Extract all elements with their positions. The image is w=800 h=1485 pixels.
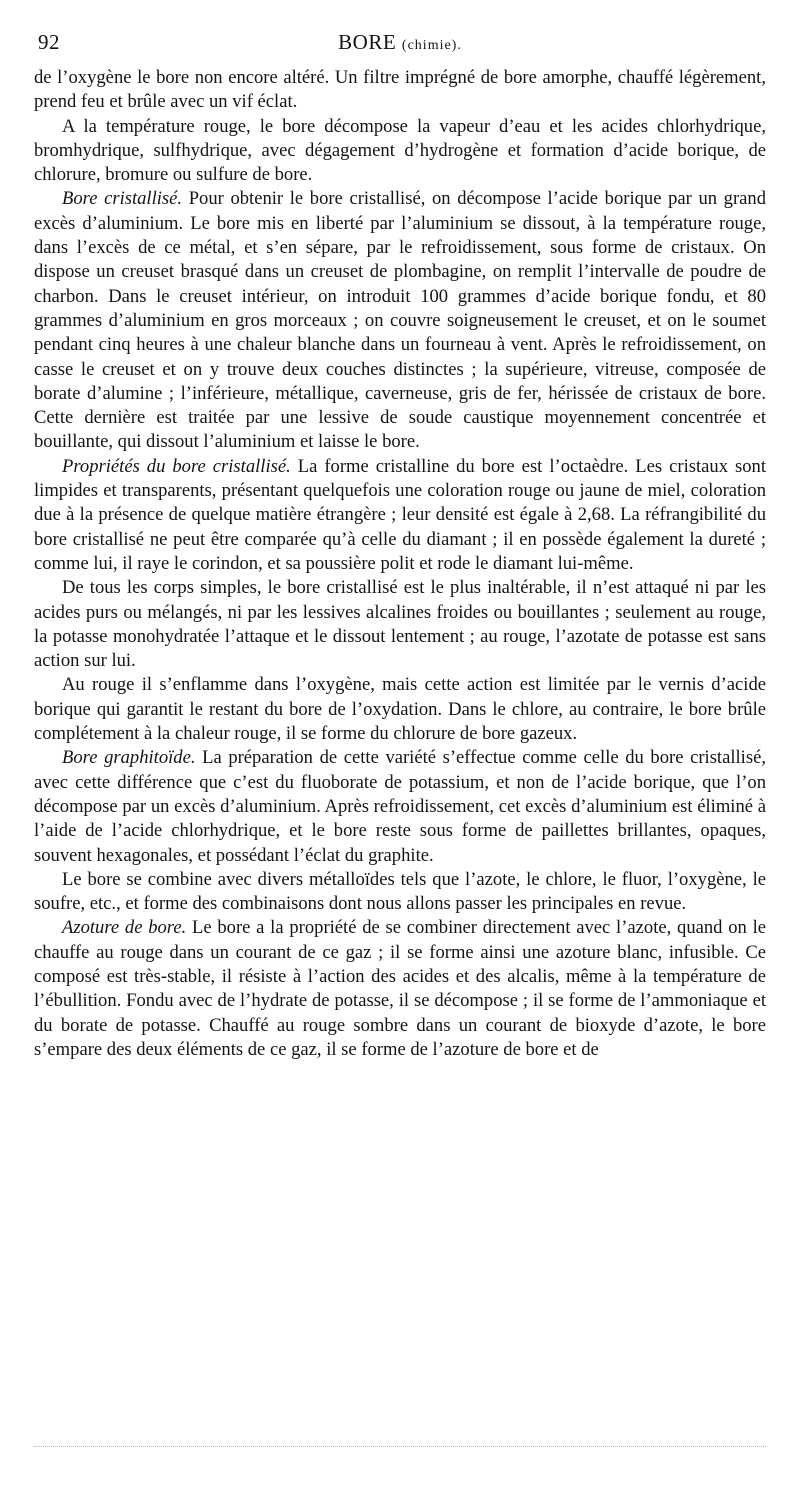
running-title-sub: (chimie). bbox=[401, 38, 462, 53]
paragraph-lead: Bore cristallisé. bbox=[62, 188, 183, 210]
page-number: 92 bbox=[38, 30, 60, 54]
paragraph bbox=[34, 576, 766, 673]
paragraph bbox=[34, 868, 766, 917]
running-title bbox=[34, 30, 766, 55]
paragraph bbox=[34, 746, 766, 867]
footer-dotted-rule bbox=[34, 1446, 766, 1447]
running-title-main: BORE bbox=[338, 30, 397, 54]
paragraph-text: A la température rouge, le bore décompose la vapeur d’eau et les acides chlorhydrique, bromhydrique, sulfhydrique, avec dégagement d’hydrogène et formation d’acide borique, de chlorure, bromure ou sulfure de bore. bbox=[34, 115, 766, 186]
paragraph-text: Le bore se combine avec divers métalloïdes tels que l’azote, le chlore, le fluor, l’oxygène, le soufre, etc., et forme des combinaisons dont nous allons passer les principales en revue. bbox=[34, 868, 766, 915]
paragraph-text: La préparation de cette variété s’effectue comme celle du bore cristallisé, avec cette différence que c’est du fluoborate de potassium, et non de l’acide borique, que l’on décompose par un excès d’aluminium. Après refroidissement, cet excès d’aluminium est éliminé à l’aide de l’acide chlorhydrique, et le bore reste sous forme de paillettes brillantes, opaques, souvent hexagonales, et possédant l’éclat du graphite. bbox=[34, 747, 766, 866]
paragraph-lead: Bore graphitoïde. bbox=[62, 747, 196, 769]
paragraph bbox=[34, 673, 766, 746]
paragraph-lead: Propriétés du bore cristallisé. bbox=[62, 455, 291, 477]
running-header bbox=[34, 30, 766, 60]
paragraph-text: Au rouge il s’enflamme dans l’oxygène, mais cette action est limitée par le vernis d’acide borique qui garantit le restant du bore de l’oxydation. Dans le chlore, au contraire, le bore brûle complétement à la chaleur rouge, il se forme du chlorure de bore gazeux. bbox=[34, 674, 766, 745]
paragraph bbox=[34, 66, 766, 115]
paragraph-text: De tous les corps simples, le bore cristallisé est le plus inaltérable, il n’est attaqué ni par les acides purs ou mélangés, ni par les lessives alcalines froides ou bouillantes ; seulement au rouge, la potasse monohydratée l’attaque et le dissout lentement ; au rouge, l’azotate de potasse est sans action sur lui. bbox=[34, 577, 766, 672]
body-text bbox=[34, 66, 766, 1062]
paragraph-text: Le bore a la propriété de se combiner directement avec l’azote, quand on le chauffe au rouge dans un courant de ce gaz ; il se forme ainsi une azoture blanc, infusible. Ce composé est très-stable, il résiste à l’action des acides et des alcalis, même à la température de l’ébullition. Fondu avec de l’hydrate de potasse, il se décompose ; il se forme de l’ammoniaque et du borate de potasse. Chauffé au rouge sombre dans un courant de bioxyde d’azote, le bore s’empare des deux éléments de ce gaz, il se forme de l’azoture de bore et de bbox=[34, 917, 767, 1060]
paragraph-text: de l’oxygène le bore non encore altéré. Un filtre imprégné de bore amorphe, chauffé légèrement, prend feu et brûle avec un vif éclat. bbox=[34, 67, 766, 113]
paragraph-lead: Azoture de bore. bbox=[62, 917, 187, 939]
paragraph bbox=[34, 916, 766, 1062]
paragraph-text: Pour obtenir le bore cristallisé, on décompose l’acide borique par un grand excès d’aluminium. Le bore mis en liberté par l’aluminium se dissout, à la température rouge, dans l’excès de ce métal, et s’en sépare, par le refroidissement, sous forme de cristaux. On dispose un creuset brasqué dans un creuset de plombagine, on remplit l’intervalle de poudre de charbon. Dans le creuset intérieur, on introduit 100 grammes d’acide borique fondu, et 80 grammes d’aluminium en gros morceaux ; on couvre soigneusement le creuset, et on le soumet pendant cinq heures à une chaleur blanche dans un fourneau à vent. Après le refroidissement, on casse le creuset et on y trouve deux couches distinctes ; la supérieure, vitreuse, composée de borate d’alumine ; l’inférieure, métallique, caverneuse, gris de fer, hérissée de cristaux de bore. Cette dernière est traitée par une lessive de soude caustique moyennement concentrée et bouillante, qui dissout l’aluminium et laisse le bore. bbox=[34, 188, 767, 453]
paragraph bbox=[34, 115, 766, 188]
paragraph bbox=[34, 187, 766, 454]
paragraph-text: La forme cristalline du bore est l’octaèdre. Les cristaux sont limpides et transparents, présentant quelquefois une coloration rouge ou jaune de miel, coloration due à la présence de quelque matière étrangère ; leur densité est égale à 2,68. La réfrangibilité du bore cristallisé ne peut être comparée qu’à celle du diamant ; il en possède également la dureté ; comme lui, il raye le corindon, et sa poussière polit et rode le diamant lui-même. bbox=[34, 455, 766, 574]
paragraph bbox=[34, 455, 766, 576]
